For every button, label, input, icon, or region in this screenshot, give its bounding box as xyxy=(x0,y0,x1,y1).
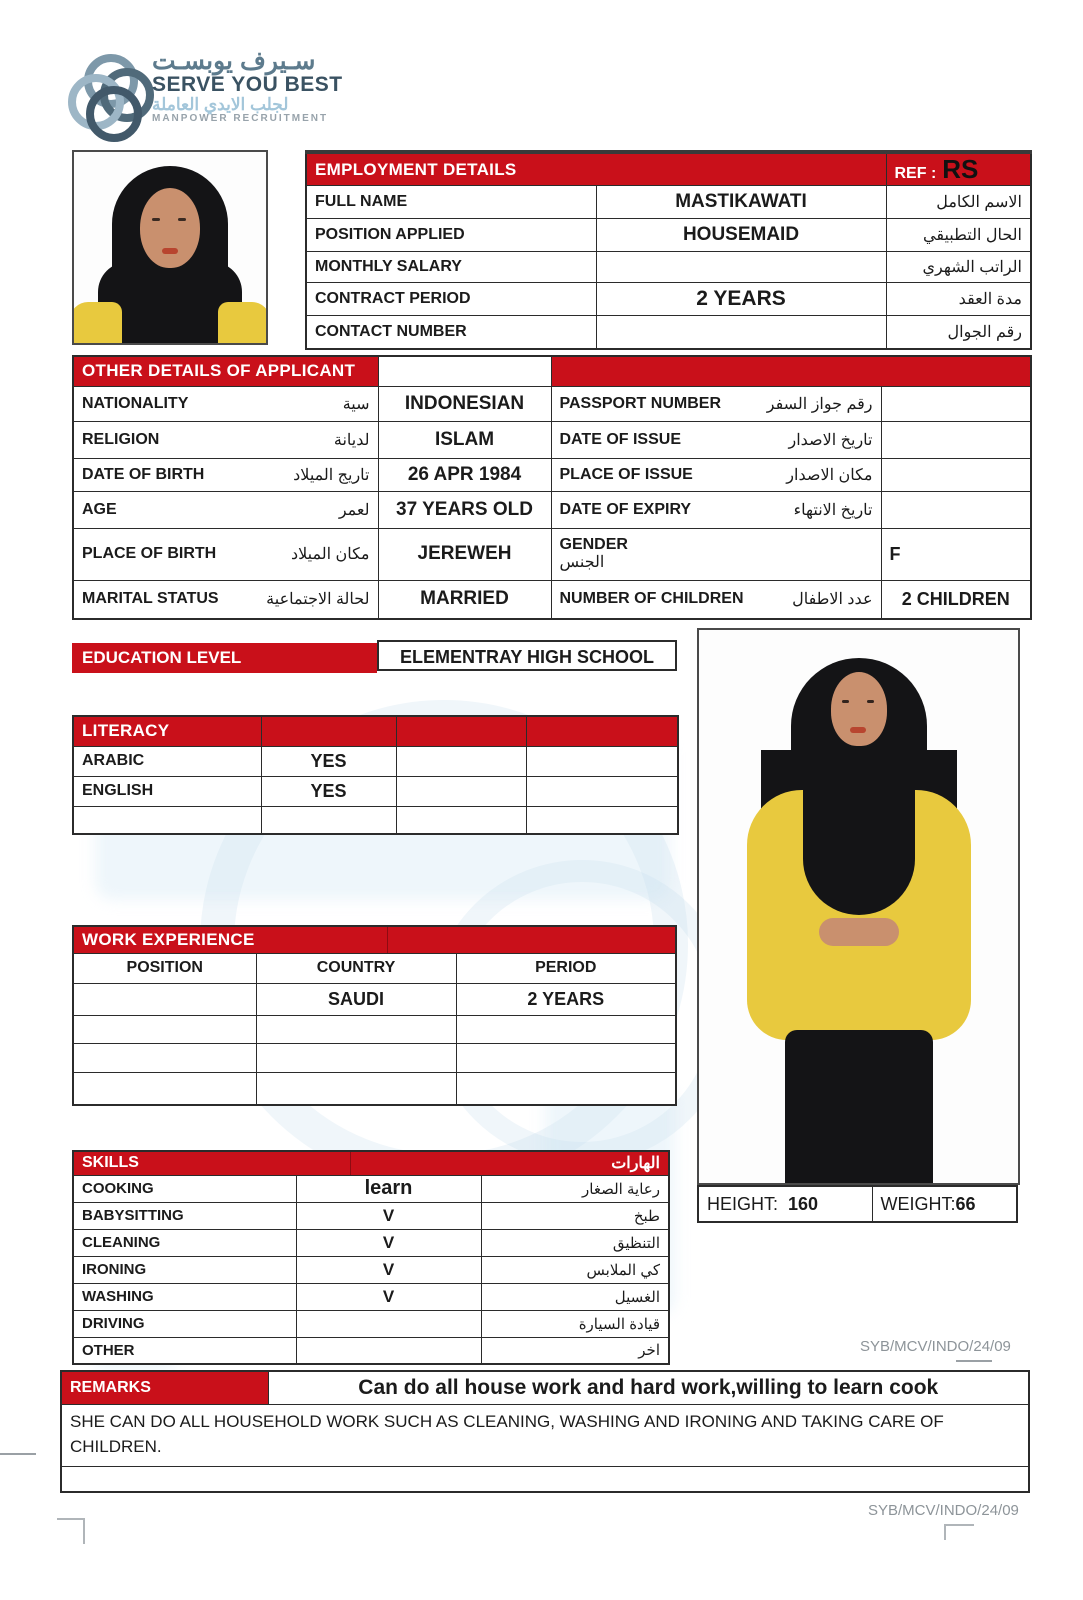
literacy-empty-2 xyxy=(261,806,396,834)
nationality-label: NATIONALITY xyxy=(82,394,189,412)
literacy-english-extra-2 xyxy=(526,776,678,806)
literacy-arabic-label: ARABIC xyxy=(73,746,261,776)
we2-country xyxy=(256,1015,456,1043)
column-position: POSITION xyxy=(73,953,256,983)
place-of-birth-arabic: مكان الميلاد xyxy=(290,546,370,563)
date-of-birth-arabic: تاريج الميلاد xyxy=(293,466,370,484)
passport-number-arabic: رقم جواز السفر xyxy=(766,395,873,413)
literacy-english-value: YES xyxy=(261,776,396,806)
we4-country xyxy=(256,1072,456,1105)
employment-row-position xyxy=(306,219,1031,252)
age-value: 37 YEARS OLD xyxy=(378,491,551,528)
column-period: PERIOD xyxy=(456,953,676,983)
we4-position xyxy=(73,1072,256,1105)
height-label: HEIGHT: xyxy=(707,1193,779,1214)
skill-row-washing xyxy=(73,1283,669,1310)
logo-arabic-name: سـيرف يوبسـت xyxy=(152,47,316,75)
washing-value: V xyxy=(296,1283,481,1310)
place-of-birth-value: JEREWEH xyxy=(378,528,551,580)
babysitting-label: BABYSITTING xyxy=(73,1202,296,1229)
skill-row-driving xyxy=(73,1310,669,1337)
cleaning-value: V xyxy=(296,1229,481,1256)
other-label: OTHER xyxy=(73,1337,296,1364)
full-name-value: MASTIKAWATI xyxy=(596,186,886,219)
ironing-arabic: كي الملابس xyxy=(481,1256,669,1283)
gender-value: F xyxy=(881,528,1031,580)
cleaning-arabic: التنظيق xyxy=(481,1229,669,1256)
literacy-empty-4 xyxy=(526,806,678,834)
education-level-value: ELEMENTRAY HIGH SCHOOL xyxy=(377,640,677,671)
employment-row-salary xyxy=(306,252,1031,283)
position-applied-arabic: الحال التطبيقي xyxy=(886,219,1031,252)
work-experience-title: WORK EXPERIENCE xyxy=(82,929,255,949)
ironing-value: V xyxy=(296,1256,481,1283)
place-of-birth-label: PLACE OF BIRTH xyxy=(82,545,217,562)
height-value: 160 xyxy=(788,1193,819,1214)
gender-label: GENDER xyxy=(559,535,628,553)
number-of-children-value: 2 CHILDREN xyxy=(881,580,1031,619)
literacy-arabic-value: YES xyxy=(261,746,396,776)
literacy-row-empty xyxy=(73,806,678,834)
ref-value: RS xyxy=(942,154,979,184)
religion-label: RELIGION xyxy=(82,430,160,448)
we1-country: SAUDI xyxy=(256,983,456,1015)
we4-period xyxy=(456,1072,676,1105)
place-of-issue-arabic: مكان الاصدار xyxy=(786,466,873,484)
contact-number-value xyxy=(596,316,886,349)
row-birthplace-gender xyxy=(73,528,1031,580)
religion-arabic: لديانة xyxy=(333,431,370,449)
marital-status-value: MARRIED xyxy=(378,580,551,619)
literacy-arabic-extra-2 xyxy=(526,746,678,776)
employment-row-contract xyxy=(306,283,1031,316)
literacy-title: LITERACY xyxy=(73,716,261,746)
marital-status-arabic: لحالة الاجتماعية xyxy=(266,591,370,609)
other-details-header-right xyxy=(551,356,1031,386)
driving-label: DRIVING xyxy=(73,1310,296,1337)
logo-rings-icon xyxy=(68,54,146,134)
remarks-title: REMARKS xyxy=(61,1371,268,1404)
column-country: COUNTRY xyxy=(256,953,456,983)
skills-table xyxy=(72,1150,670,1365)
we3-period xyxy=(456,1043,676,1072)
other-details-header-gap xyxy=(378,356,551,386)
literacy-table xyxy=(72,715,679,835)
we2-position xyxy=(73,1015,256,1043)
other-value xyxy=(296,1337,481,1364)
measurements-row xyxy=(698,1186,1017,1222)
date-of-issue-arabic: تاريخ الاصدار xyxy=(788,431,873,449)
remarks-headline: Can do all house work and hard work,willing to learn cook xyxy=(268,1371,1029,1404)
date-of-birth-value: 26 APR 1984 xyxy=(378,458,551,491)
row-religion-issue-date xyxy=(73,421,1031,458)
religion-value: ISLAM xyxy=(378,421,551,458)
scan-mark-underline xyxy=(956,1360,992,1362)
company-logo xyxy=(60,48,480,148)
literacy-empty-3 xyxy=(396,806,526,834)
row-age-expiry xyxy=(73,491,1031,528)
contract-period-arabic: مدة العقد xyxy=(886,283,1031,316)
place-of-issue-value xyxy=(881,458,1031,491)
ironing-label: IRONING xyxy=(73,1256,296,1283)
contact-number-arabic: رقم الجوال xyxy=(886,316,1031,349)
other-arabic: اخر xyxy=(481,1337,669,1364)
row-birthdate-issue-place xyxy=(73,458,1031,491)
nationality-arabic: سية xyxy=(342,395,370,413)
passport-number-label: PASSPORT NUMBER xyxy=(559,394,721,412)
remarks-empty-row xyxy=(61,1466,1029,1492)
ref-label: REF : xyxy=(894,165,937,182)
work-experience-row-1 xyxy=(73,983,676,1015)
we3-country xyxy=(256,1043,456,1072)
weight-value: 66 xyxy=(955,1193,976,1214)
literacy-header-cell-4 xyxy=(526,716,678,746)
number-of-children-label: NUMBER OF CHILDREN xyxy=(559,590,744,608)
monthly-salary-arabic: الراتب الشهري xyxy=(886,252,1031,283)
skills-title-arabic: الهارات xyxy=(611,1155,660,1173)
employment-details-table xyxy=(305,150,1032,350)
cleaning-label: CLEANING xyxy=(73,1229,296,1256)
babysitting-arabic: طبخ xyxy=(481,1202,669,1229)
skill-row-cleaning xyxy=(73,1229,669,1256)
skill-row-cooking xyxy=(73,1175,669,1202)
date-of-issue-value xyxy=(881,421,1031,458)
skill-row-ironing xyxy=(73,1256,669,1283)
literacy-english-label: ENGLISH xyxy=(73,776,261,806)
skills-header-cell xyxy=(73,1151,669,1175)
date-of-expiry-arabic: تاريخ الانتهاء xyxy=(793,501,873,519)
age-arabic: لعمر xyxy=(338,501,370,519)
scan-mark-left-bracket xyxy=(57,1518,85,1544)
literacy-header-cell-3 xyxy=(396,716,526,746)
work-experience-table xyxy=(72,925,677,1106)
scan-mark-right-bracket xyxy=(944,1524,974,1540)
contract-period-value: 2 YEARS xyxy=(596,283,886,316)
date-of-issue-label: DATE OF ISSUE xyxy=(559,430,681,448)
gender-arabic: الجنس xyxy=(559,554,605,571)
driving-arabic: قيادة السيارة xyxy=(481,1310,669,1337)
contract-period-label: CONTRACT PERIOD xyxy=(306,283,596,316)
full-name-label: FULL NAME xyxy=(306,186,596,219)
other-details-title: OTHER DETAILS OF APPLICANT xyxy=(73,356,378,386)
babysitting-value: V xyxy=(296,1202,481,1229)
employment-details-title: EMPLOYMENT DETAILS xyxy=(306,152,886,186)
employment-row-contact xyxy=(306,316,1031,349)
contact-number-label: CONTACT NUMBER xyxy=(306,316,596,349)
height-cell xyxy=(698,1186,872,1222)
we1-period: 2 YEARS xyxy=(456,983,676,1015)
we1-position xyxy=(73,983,256,1015)
scan-mark-left-line xyxy=(0,1453,36,1455)
cooking-arabic: رعاية الصغار xyxy=(481,1175,669,1202)
cooking-label: COOKING xyxy=(73,1175,296,1202)
date-of-expiry-label: DATE OF EXPIRY xyxy=(559,500,692,518)
literacy-english-extra-1 xyxy=(396,776,526,806)
position-applied-value: HOUSEMAID xyxy=(596,219,886,252)
cooking-value: learn xyxy=(296,1175,481,1202)
nationality-value: INDONESIAN xyxy=(378,386,551,421)
ref-cell xyxy=(886,152,1031,186)
document-code-bottom: SYB/MCV/INDO/24/09 xyxy=(868,1502,1019,1519)
position-applied-label: POSITION APPLIED xyxy=(306,219,596,252)
remarks-body: SHE CAN DO ALL HOUSEHOLD WORK SUCH AS CLEANING, WASHING AND IRONING AND TAKING CARE OF CHILDREN. xyxy=(61,1404,1029,1466)
measurements-table xyxy=(697,1185,1018,1223)
logo-arabic-subtitle: لجلب الايدي العاملة xyxy=(152,95,289,115)
remarks-table xyxy=(60,1370,1030,1493)
row-nationality-passport xyxy=(73,386,1031,421)
skill-row-babysitting xyxy=(73,1202,669,1229)
we3-position xyxy=(73,1043,256,1072)
work-experience-row-3 xyxy=(73,1043,676,1072)
date-of-birth-label: DATE OF BIRTH xyxy=(82,465,205,483)
weight-cell xyxy=(872,1186,1017,1222)
skills-title: SKILLS xyxy=(82,1154,139,1172)
place-of-issue-label: PLACE OF ISSUE xyxy=(559,465,693,483)
applicant-full-body-photo xyxy=(697,628,1020,1185)
full-name-arabic: الاسم الكامل xyxy=(886,186,1031,219)
work-experience-row-4 xyxy=(73,1072,676,1105)
washing-arabic: الغسيل xyxy=(481,1283,669,1310)
document-code-top: SYB/MCV/INDO/24/09 xyxy=(860,1338,1011,1355)
monthly-salary-value xyxy=(596,252,886,283)
skill-row-other xyxy=(73,1337,669,1364)
education-level-label: EDUCATION LEVEL xyxy=(72,643,377,673)
work-experience-column-headers xyxy=(73,953,676,983)
driving-value xyxy=(296,1310,481,1337)
age-label: AGE xyxy=(82,500,117,518)
literacy-row-english xyxy=(73,776,678,806)
logo-english-name: SERVE YOU BEST xyxy=(152,73,343,97)
washing-label: WASHING xyxy=(73,1283,296,1310)
logo-tagline: MANPOWER RECRUITMENT xyxy=(152,113,329,125)
employment-row-full-name xyxy=(306,186,1031,219)
literacy-row-arabic xyxy=(73,746,678,776)
passport-number-value xyxy=(881,386,1031,421)
literacy-header-cell-2 xyxy=(261,716,396,746)
applicant-portrait-photo xyxy=(72,150,268,345)
work-experience-title-cell xyxy=(73,926,676,953)
date-of-expiry-value xyxy=(881,491,1031,528)
literacy-empty-1 xyxy=(73,806,261,834)
we2-period xyxy=(456,1015,676,1043)
marital-status-label: MARITAL STATUS xyxy=(82,590,219,608)
weight-label: WEIGHT: xyxy=(880,1193,956,1214)
other-details-table xyxy=(72,355,1032,620)
work-experience-row-2 xyxy=(73,1015,676,1043)
literacy-arabic-extra-1 xyxy=(396,746,526,776)
number-of-children-arabic: عدد الاطفال xyxy=(792,591,873,609)
monthly-salary-label: MONTHLY SALARY xyxy=(306,252,596,283)
row-marital-children xyxy=(73,580,1031,619)
